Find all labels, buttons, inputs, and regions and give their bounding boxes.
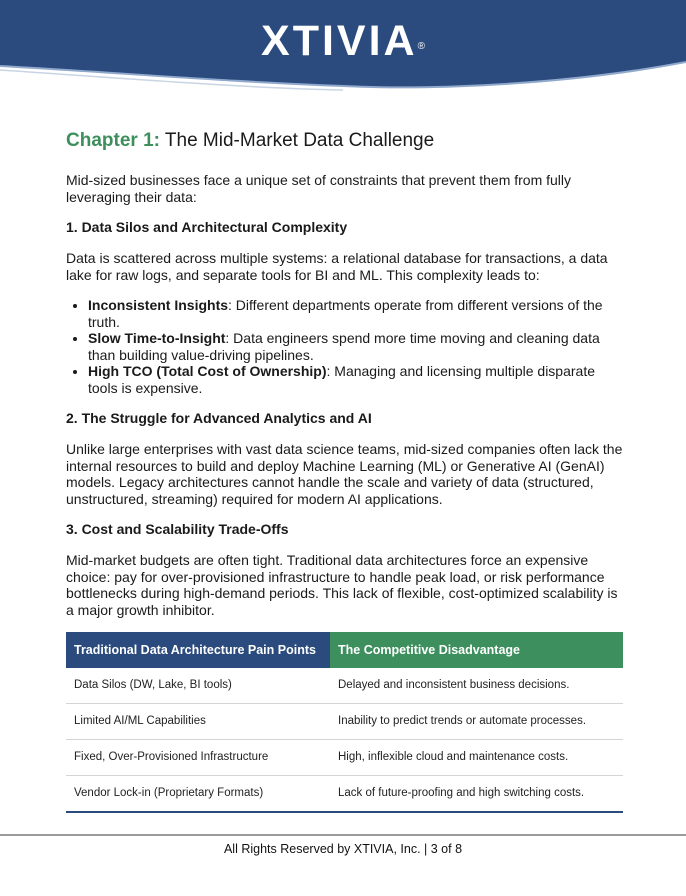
chapter-title: [66, 128, 628, 154]
document-body: [66, 128, 628, 813]
table-header-row: [66, 632, 623, 668]
chapter-label: Chapter 1:: [66, 130, 160, 151]
table-cell: Lack of future-proofing and high switching costs.: [330, 776, 623, 813]
page-header: [0, 0, 686, 92]
table-cell: Limited AI/ML Capabilities: [66, 704, 330, 740]
table-cell: High, inflexible cloud and maintenance costs.: [330, 740, 623, 776]
pain-list: [66, 297, 628, 396]
table-cell: Inability to predict trends or automate processes.: [330, 704, 623, 740]
section-1-heading: 1. Data Silos and Architectural Complexity: [66, 219, 348, 235]
list-item: • High TCO (Total Cost of Ownership): Managing and licensing multiple disparate tools is expensive.: [88, 363, 628, 396]
table-cell: Fixed, Over-Provisioned Infrastructure: [66, 740, 330, 776]
section-3-body: Mid-market budgets are often tight. Traditional data architectures force an expensive choice: pay for over-provisioned infrastructure to handle peak load, or risk performance bottlenecks during high-demand periods. This lack of flexible, cost-optimized scalability is a major growth inhibitor.: [66, 552, 618, 618]
page-footer: All Rights Reserved by XTIVIA, Inc. | 3 of 8: [223, 842, 463, 856]
table-row: [66, 668, 623, 704]
chapter-heading: The Mid-Market Data Challenge: [159, 130, 435, 151]
section-3-heading: 3. Cost and Scalability Trade-Offs: [66, 521, 289, 537]
table-row: [66, 776, 623, 813]
table-cell: Vendor Lock-in (Proprietary Formats): [66, 776, 330, 813]
table-header-disadvantage: The Competitive Disadvantage: [330, 632, 623, 668]
section-1-body: Data is scattered across multiple systems: a relational database for transactions, a data lake for raw logs, and separate tools for BI and ML. This complexity leads to:: [66, 250, 608, 283]
table-cell: Data Silos (DW, Lake, BI tools): [66, 668, 330, 704]
table-cell: Delayed and inconsistent business decisions.: [330, 668, 623, 704]
table-row: [66, 704, 623, 740]
list-item: • Slow Time-to-Insight: Data engineers spend more time moving and cleaning data than building value-driving pipelines.: [88, 330, 628, 363]
table-row: [66, 740, 623, 776]
section-2-body: Unlike large enterprises with vast data science teams, mid-sized companies often lack the internal resources to build and deploy Machine Learning (ML) or Generative AI (GenAI) models. Legacy architectures cannot handle the scale and variety of data (structured, unstructured, streaming) required for modern AI applications.: [66, 441, 623, 507]
intro-paragraph: Mid-sized businesses face a unique set of constraints that prevent them from fully leveraging their data:: [66, 172, 572, 205]
footer-divider: [0, 834, 686, 836]
xtivia-logo: XTIVIA®: [261, 17, 425, 65]
table-header-pain-points: Traditional Data Architecture Pain Points: [66, 632, 330, 668]
section-2-heading: 2. The Struggle for Advanced Analytics and AI: [66, 410, 372, 426]
pain-points-table: [66, 632, 623, 813]
list-item: • Inconsistent Insights: Different departments operate from different versions of the truth.: [88, 297, 628, 330]
